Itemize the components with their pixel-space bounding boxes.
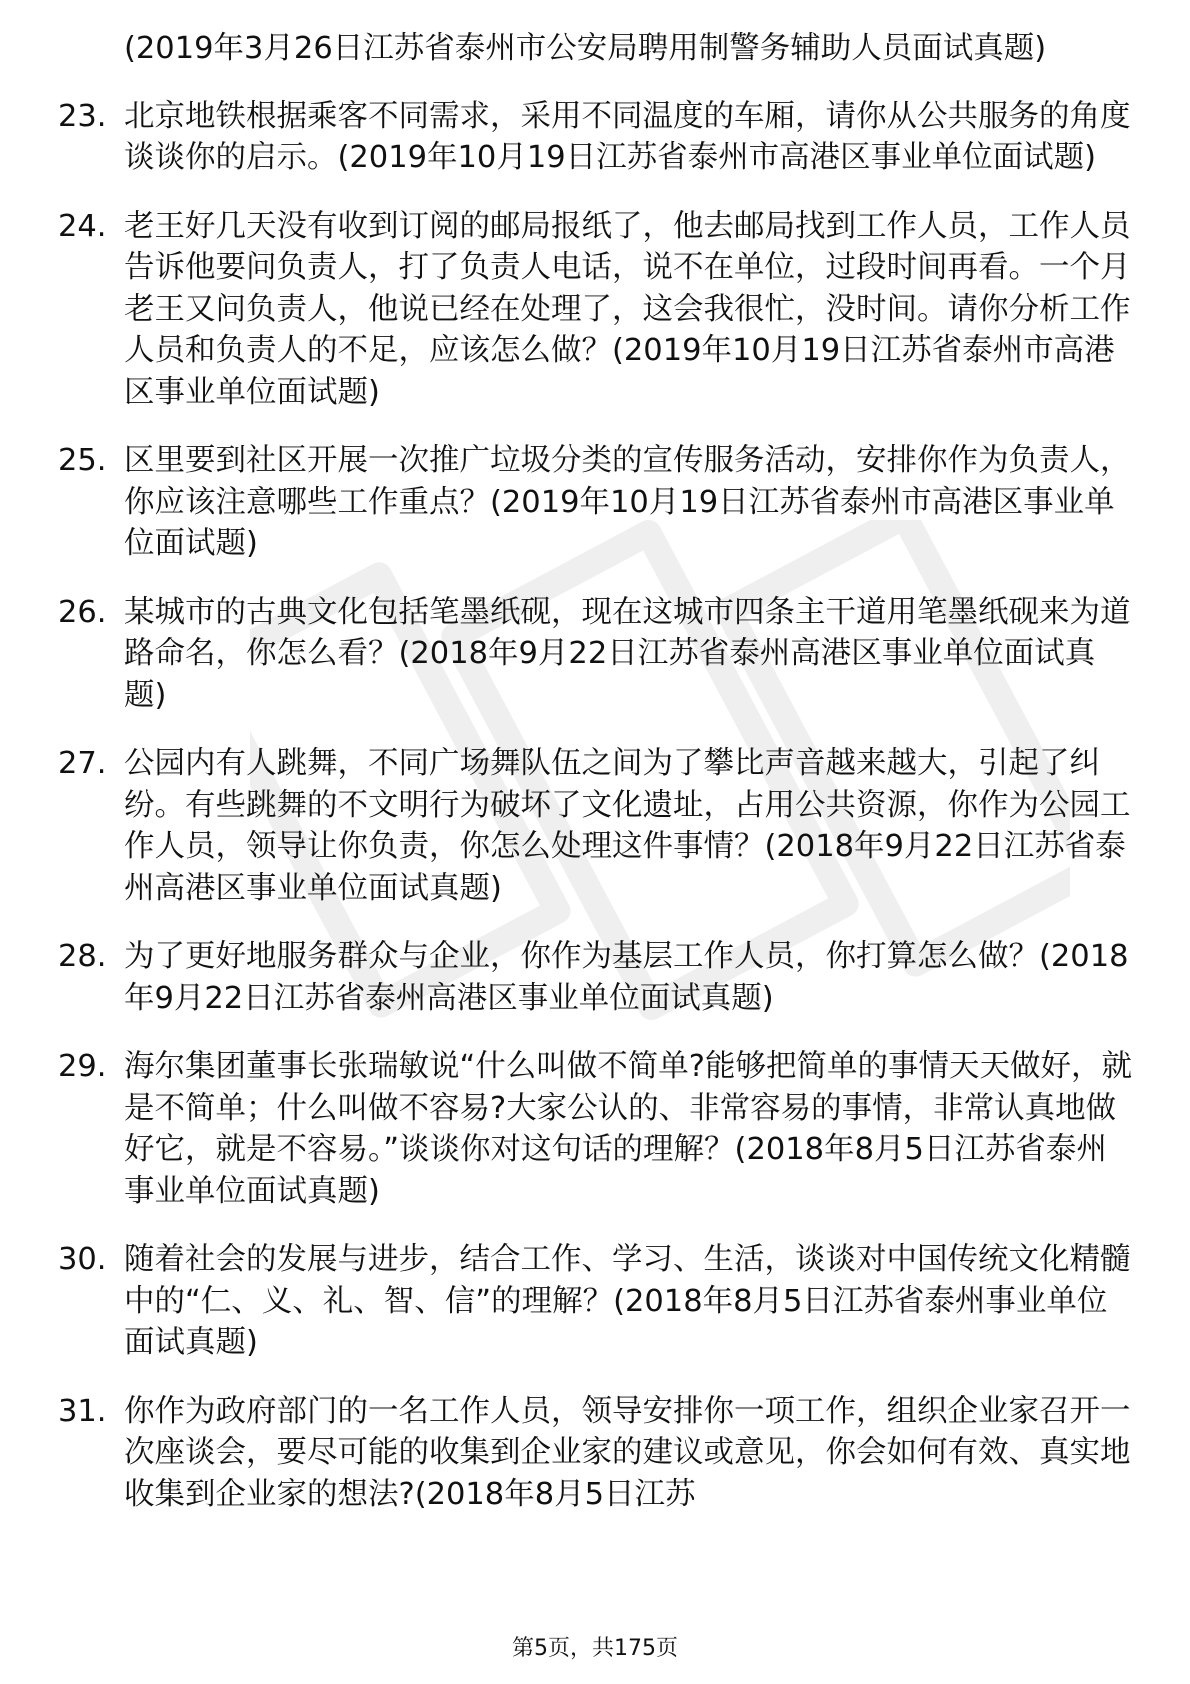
list-item [58,1046,1138,1212]
list-item [58,592,1138,717]
question-number: 24. [58,208,107,244]
list-item [58,440,1138,565]
list-item [58,936,1138,1019]
question-text: 你作为政府部门的一名工作人员，领导安排你一项工作，组织企业家召开一次座谈会，要尽可能的收集到企业家的建议或意见，你会如何有效、真实地收集到企业家的想法?(2018年8月5日江苏 [124,1393,1131,1512]
list-item [58,206,1138,414]
question-text: 某城市的古典文化包括笔墨纸砚，现在这城市四条主干道用笔墨纸砚来为道路命名，你怎么看？(2018年9月22日江苏省泰州高港区事业单位面试真题) [124,594,1131,713]
question-text: 海尔集团董事长张瑞敏说“什么叫做不简单?能够把简单的事情天天做好，就是不简单；什么叫做不容易?大家公认的、非常容易的事情，非常认真地做好它，就是不容易。”谈谈你对这句话的理解？(2018年8月5日江苏省泰州事业单位面试真题) [124,1049,1132,1209]
question-number: 30. [58,1242,107,1277]
question-list [58,28,1138,1542]
list-item [58,1239,1138,1364]
question-text: 公园内有人跳舞，不同广场舞队伍之间为了攀比声音越来越大，引起了纠纷。有些跳舞的不文明行为破坏了文化遗址，占用公共资源，你作为公园工作人员，领导让你负责，你怎么处理这件事情？(2018年9月22日江苏省泰州高港区事业单位面试真题) [124,746,1131,906]
question-number: 23. [58,98,107,134]
question-text: 老王好几天没有收到订阅的邮局报纸了，他去邮局找到工作人员，工作人员告诉他要问负责人，打了负责人电话，说不在单位，过段时间再看。一个月老王又问负责人，他说已经在处理了，这会我很忙，没时间。请你分析工作人员和负责人的不足，应该怎么做？(2019年10月19日江苏省泰州市高港区事业单位面试题) [124,208,1131,410]
list-item [58,1391,1138,1516]
question-text: 为了更好地服务群众与企业，你作为基层工作人员，你打算怎么做？(2018年9月22日江苏省泰州高港区事业单位面试真题) [124,939,1129,1016]
question-text: 区里要到社区开展一次推广垃圾分类的宣传服务活动，安排你作为负责人，你应该注意哪些工作重点？(2019年10月19日江苏省泰州市高港区事业单位面试题) [124,443,1131,561]
question-number: 31. [58,1393,107,1429]
question-number: 25. [58,443,107,478]
question-number: 26. [58,594,107,630]
question-number: 27. [58,746,107,781]
continuation-text: (2019年3月26日江苏省泰州市公安局聘用制警务辅助人员面试真题) [124,31,1047,66]
question-number: 29. [58,1049,107,1084]
question-text: 北京地铁根据乘客不同需求，采用不同温度的车厢，请你从公共服务的角度谈谈你的启示。(2019年10月19日江苏省泰州市高港区事业单位面试题) [124,98,1131,175]
list-item [58,96,1138,179]
list-item [58,743,1138,909]
page-footer: 第5页，共175页 [512,1636,678,1661]
question-number: 28. [58,939,107,974]
question-text: 随着社会的发展与进步，结合工作、学习、生活，谈谈对中国传统文化精髓中的“仁、义、礼、智、信”的理解？(2018年8月5日江苏省泰州事业单位面试真题) [124,1242,1131,1360]
